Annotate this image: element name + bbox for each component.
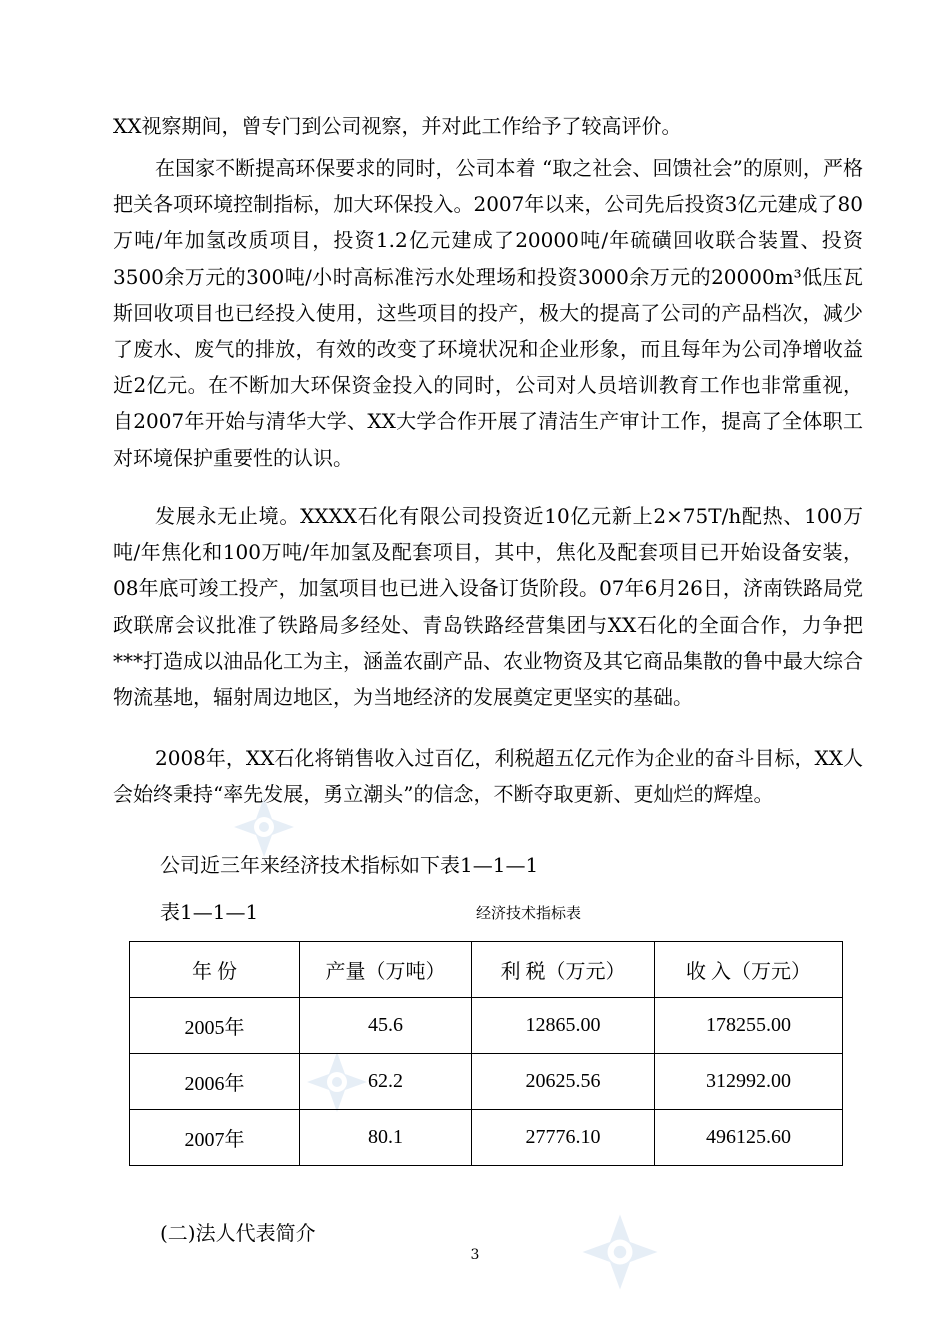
section-heading: (二)法人代表简介 [160,1221,316,1245]
column-header: 产量（万吨） [300,942,472,998]
table-row [130,1110,843,1166]
table-cell: 45.6 [300,998,472,1054]
column-header: 利 税（万元） [472,942,655,998]
economic-indicators-table [129,941,843,1166]
table-cell: 2007年 [130,1110,300,1166]
table-cell: 312992.00 [655,1054,843,1110]
table-intro: 公司近三年来经济技术指标如下表1—1—1 [160,853,539,877]
paragraph-3: 发展永无止境。XXXX石化有限公司投资近10亿元新上2×75T/h配热、100万吨/年焦化和100万吨/年加氢及配套项目，其中，焦化及配套项目已开始设备安装，08年底可竣工投产，加氢项目也已进入设备订货阶段。07年6月26日，济南铁路局党政联席会议批准了铁路局多经处、青岛铁路经营集团与XX石化的全面合作，力争把***打造成以油品化工为主，涵盖农副产品、农业物资及其它商品集散的鲁中最大综合物流基地，辐射周边地区，为当地经济的发展奠定更坚实的基础。 [113,504,863,710]
table-row [130,1054,843,1110]
table-cell: 80.1 [300,1110,472,1166]
table-cell: 62.2 [300,1054,472,1110]
table-cell: 178255.00 [655,998,843,1054]
page-number: 3 [470,1247,480,1263]
paragraph-4: 2008年，XX石化将销售收入过百亿，利税超五亿元作为企业的奋斗目标，XX人会始终秉持“率先发展，勇立潮头”的信念，不断夺取更新、更灿烂的辉煌。 [113,746,863,807]
table-cell: 2005年 [130,998,300,1054]
column-header: 年 份 [130,942,300,998]
table-cell: 20625.56 [472,1054,655,1110]
column-header: 收 入（万元） [655,942,843,998]
table-cell: 12865.00 [472,998,655,1054]
paragraph-1: XX视察期间，曾专门到公司视察，并对此工作给予了较高评价。 [113,114,682,138]
table-cell: 496125.60 [655,1110,843,1166]
table-header-row [130,942,843,998]
table-row [130,998,843,1054]
table-cell: 2006年 [130,1054,300,1110]
table-title: 经济技术指标表 [476,904,582,922]
paragraph-2: 在国家不断提高环保要求的同时，公司本着 “取之社会、回馈社会”的原则，严格把关各项环境控制指标，加大环保投入。2007年以来，公司先后投资3亿元建成了80万吨/年加氢改质项目，投资1.2亿元建成了20000吨/年硫磺回收联合装置、投资3500余万元的300吨/小时高标准污水处理场和投资3000余万元的20000m³低压瓦斯回收项目也已经投入使用，这些项目的投产，极大的提高了公司的产品档次，减少了废水、废气的排放，有效的改变了环境状况和企业形象，而且每年为公司净增收益近2亿元。在不断加大环保资金投入的同时，公司对人员培训教育工作也非常重视，自2007年开始与清华大学、XX大学合作开展了清洁生产审计工作，提高了全体职工对环境保护重要性的认识。 [113,156,863,470]
table-cell: 27776.10 [472,1110,655,1166]
table-label: 表1—1—1 [160,900,259,924]
